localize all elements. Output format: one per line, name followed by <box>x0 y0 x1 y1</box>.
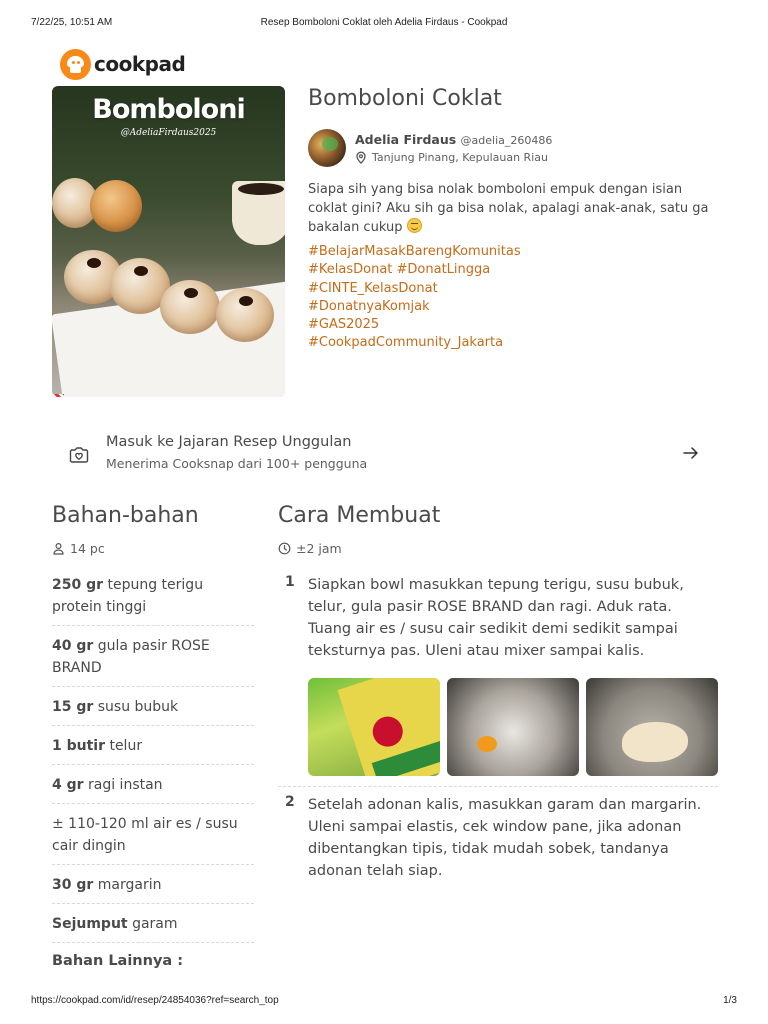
print-header <box>31 17 737 31</box>
decor-graphic <box>52 394 64 397</box>
recipe-title: Bomboloni Coklat <box>308 86 502 111</box>
step-photo[interactable] <box>586 678 718 776</box>
author-avatar[interactable] <box>308 129 346 167</box>
ingredient-item <box>52 626 254 687</box>
step-item <box>278 794 718 882</box>
person-icon <box>52 542 65 555</box>
ingredient-qty: 30 gr <box>52 877 94 893</box>
chef-hat-icon <box>60 49 91 80</box>
ingredient-qty: 4 gr <box>52 777 84 793</box>
step-divider <box>278 786 718 787</box>
ingredient-item <box>52 687 254 726</box>
ingredient-item <box>52 765 254 804</box>
ingredient-name: tepung terigu protein tinggi <box>52 577 204 615</box>
ingredient-name: telur <box>109 738 143 754</box>
smiling-emoji-icon <box>407 218 422 233</box>
arrow-right-icon[interactable] <box>682 444 700 462</box>
step-number: 2 <box>285 794 295 810</box>
print-footer <box>31 995 737 1009</box>
step-text: Siapkan bowl masukkan tepung terigu, susu bubuk, telur, gula pasir ROSE BRAND dan ragi. Aduk rata. Tuang air es / susu cair sedikit demi sedikit sampai teksturnya pas. Uleni atau mixer sampai kalis. <box>308 577 684 659</box>
cookpad-logo[interactable] <box>60 48 185 80</box>
photo-overlay-credit: @AdeliaFirdaus2025 <box>120 128 217 138</box>
ingredient-qty: 1 butir <box>52 738 105 754</box>
ingredient-list <box>52 565 254 943</box>
recipe-description-text: Siapa sih yang bisa nolak bomboloni empuk dengan isian coklat gini? Aku sih ga bisa nolak, apalagi anak-anak, satu ga bakalan cukup <box>308 182 709 235</box>
steps-heading: Cara Membuat <box>278 503 441 528</box>
photo-overlay-title: Bomboloni <box>92 94 245 125</box>
donut-graphic <box>216 288 274 342</box>
heart-badge-icon <box>68 445 90 465</box>
step-item <box>278 574 718 662</box>
ingredient-name: margarin <box>97 877 162 893</box>
banner-title: Masuk ke Jajaran Resep Unggulan <box>106 434 352 450</box>
print-url: https://cookpad.com/id/resep/24854036?ref=search_top <box>31 995 279 1006</box>
hashtag-list <box>308 243 718 353</box>
step-number: 1 <box>285 574 295 590</box>
ingredient-item <box>52 865 254 904</box>
step-photos <box>308 678 718 776</box>
ingredient-qty: 250 gr <box>52 577 104 593</box>
hashtag-link[interactable]: #CINTE_KelasDonat <box>308 280 438 296</box>
servings <box>52 541 105 556</box>
author-link[interactable] <box>355 132 552 147</box>
step-photo[interactable] <box>308 678 440 776</box>
ingredient-name: gula pasir ROSE BRAND <box>52 638 210 676</box>
featured-recipe-banner[interactable] <box>52 422 718 486</box>
author-location-text: Tanjung Pinang, Kepulauan Riau <box>372 151 548 164</box>
other-ingredients-heading: Bahan Lainnya : <box>52 953 184 969</box>
hashtag-link[interactable]: #KelasDonat #DonatLingga <box>308 262 491 278</box>
author-name: Adelia Firdaus <box>355 132 457 147</box>
recipe-description <box>308 181 718 238</box>
hashtag-link[interactable]: #GAS2025 <box>308 317 380 333</box>
donut-graphic <box>160 280 220 334</box>
step-photo[interactable] <box>447 678 579 776</box>
ingredient-item <box>52 804 254 865</box>
step-text: Setelah adonan kalis, masukkan garam dan margarin. Uleni sampai elastis, cek window pane, jika adonan dibentangkan tipis, tidak mudah sobek, tandanya adonan telah siap. <box>308 797 702 879</box>
ingredient-item <box>52 726 254 765</box>
duration-text: ±2 jam <box>296 541 342 556</box>
print-page-number: 1/3 <box>723 995 737 1006</box>
print-doc-title: Resep Bomboloni Coklat oleh Adelia Firdaus - Cookpad <box>260 17 508 28</box>
ingredients-heading: Bahan-bahan <box>52 503 199 528</box>
cook-duration <box>278 541 342 556</box>
servings-text: 14 pc <box>70 541 105 556</box>
hashtag-link[interactable]: #DonatnyaKomjak <box>308 298 430 314</box>
ingredient-name: susu bubuk <box>97 699 179 715</box>
recipe-photo <box>52 86 285 397</box>
coffee-cup-graphic <box>232 181 285 245</box>
banner-subtitle: Menerima Cooksnap dari 100+ pengguna <box>106 456 368 471</box>
hashtag-link[interactable]: #CookpadCommunity_Jakarta <box>308 335 504 351</box>
logo-wordmark: cookpad <box>94 52 186 76</box>
ingredient-name: ragi instan <box>88 777 163 793</box>
hashtag-link[interactable]: #BelajarMasakBarengKomunitas <box>308 244 521 259</box>
print-datetime: 7/22/25, 10:51 AM <box>31 17 113 28</box>
ingredient-item <box>52 565 254 626</box>
author-handle: @adelia_260486 <box>460 134 553 147</box>
donut-graphic <box>90 180 142 232</box>
ingredient-item <box>52 904 254 943</box>
ingredient-qty: 40 gr <box>52 638 94 654</box>
ingredient-qty: 15 gr <box>52 699 94 715</box>
ingredient-name: ± 110-120 ml air es / susu cair dingin <box>52 816 238 854</box>
location-pin-icon <box>355 151 367 164</box>
clock-icon <box>278 542 291 555</box>
ingredient-name: garam <box>132 916 178 932</box>
ingredient-qty: Sejumput <box>52 916 128 932</box>
author-location <box>355 151 548 164</box>
